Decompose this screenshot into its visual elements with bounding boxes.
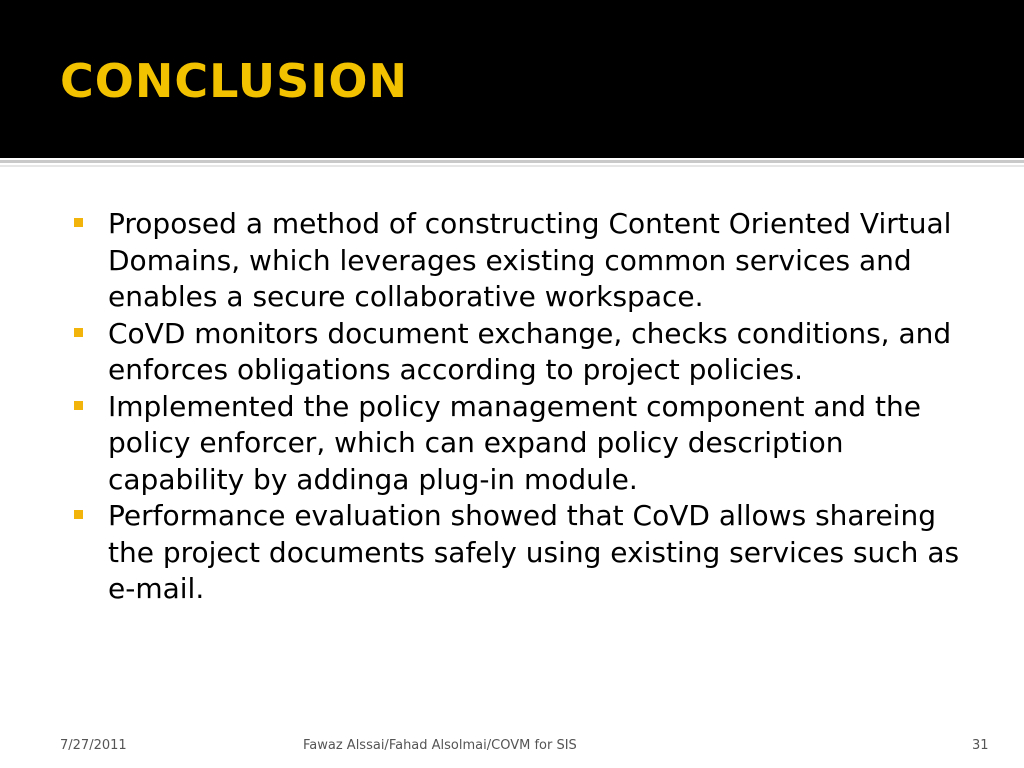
footer-author-title: Fawaz Alssai/Fahad Alsolmai/COVM for SIS	[303, 738, 577, 753]
bullet-item	[72, 498, 972, 608]
bullet-item	[72, 389, 972, 499]
square-bullet-icon	[74, 328, 83, 337]
slide-title: CONCLUSION	[60, 54, 408, 108]
bullet-text: CoVD monitors document exchange, checks conditions, and enforces obligations according to project policies.	[108, 316, 952, 386]
title-divider-secondary	[0, 165, 1024, 167]
bullet-text: Implemented the policy management component and the policy enforcer, which can expand policy description capability by addinga plug-in module.	[108, 389, 921, 496]
bullet-item	[72, 206, 972, 316]
bullet-text: Proposed a method of constructing Content Oriented Virtual Domains, which leverages existing common services and enables a secure collaborative workspace.	[108, 207, 952, 313]
square-bullet-icon	[74, 401, 83, 410]
bullet-text: Performance evaluation showed that CoVD allows shareing the project documents safely using existing services such as e-mail.	[108, 499, 960, 605]
bullet-item	[72, 316, 972, 389]
square-bullet-icon	[74, 218, 83, 227]
footer-page-number: 31	[972, 738, 989, 753]
footer-date: 7/27/2011	[60, 738, 127, 753]
bullet-list	[72, 206, 972, 608]
title-divider	[0, 160, 1024, 163]
square-bullet-icon	[74, 510, 83, 519]
